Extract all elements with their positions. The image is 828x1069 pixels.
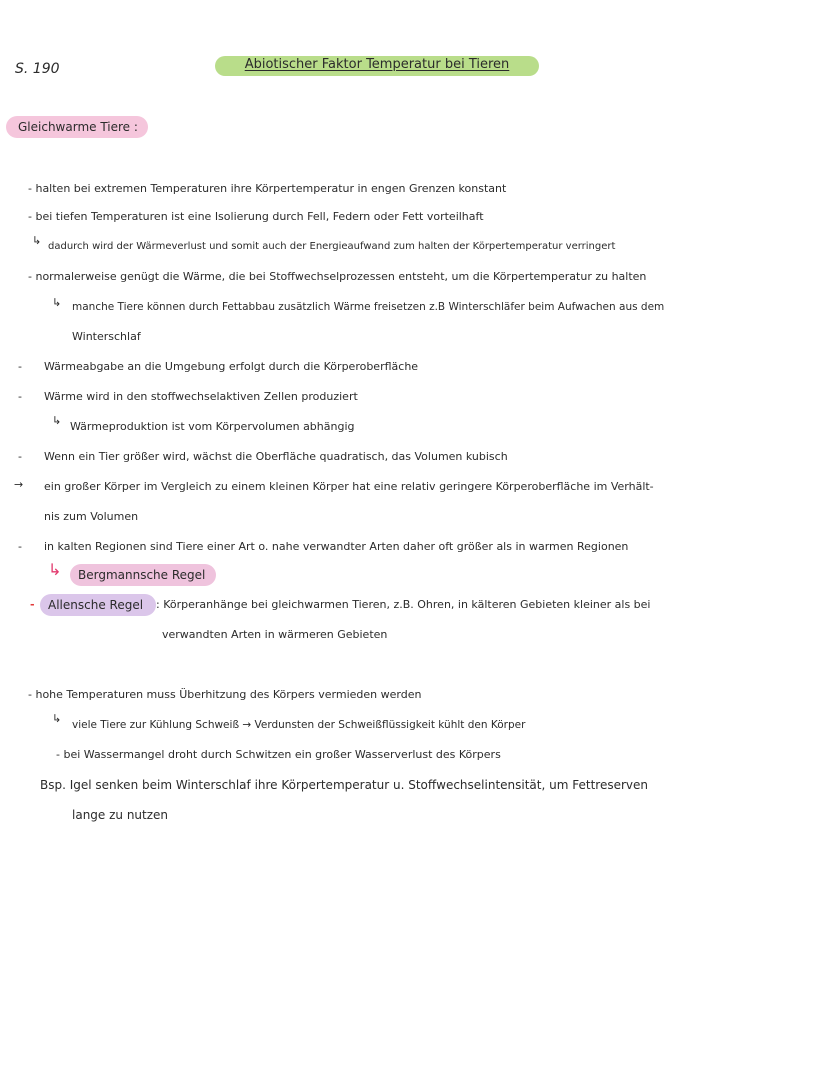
note-line: nis zum Volumen	[44, 510, 139, 523]
note-line: Bsp. Igel senken beim Winterschlaf ihre Körpertemperatur u. Stoffwechselintensität, um Fettreserven	[40, 778, 648, 792]
dash-marker: -	[18, 390, 22, 403]
sub-arrow-icon: ↳	[52, 414, 62, 427]
dash-marker: -	[18, 540, 22, 553]
sub-arrow-icon: ↳	[52, 712, 62, 725]
note-line: - halten bei extremen Temperaturen ihre Körpertemperatur in engen Grenzen konstant	[28, 182, 507, 195]
section-heading: Gleichwarme Tiere :	[18, 120, 138, 134]
note-line: : Körperanhänge bei gleichwarmen Tieren, z.B. Ohren, in kälteren Gebieten kleiner als bei	[156, 598, 651, 611]
note-line: dadurch wird der Wärmeverlust und somit auch der Energieaufwand zum halten der Körpertemperatur verringert	[48, 241, 616, 252]
note-line: - normalerweise genügt die Wärme, die bei Stoffwechselprozessen entsteht, um die Körpertemperatur zu halten	[28, 270, 647, 283]
dash-marker: -	[18, 450, 22, 463]
note-line: Winterschlaf	[72, 330, 141, 343]
bergmann-rule: Bergmannsche Regel	[78, 568, 206, 582]
dash-marker: -	[30, 598, 35, 611]
note-line: ein großer Körper im Vergleich zu einem kleinen Körper hat eine relativ geringere Körperoberfläche im Verhält-	[44, 480, 654, 493]
note-line: Wenn ein Tier größer wird, wächst die Oberfläche quadratisch, das Volumen kubisch	[44, 450, 508, 463]
note-line: lange zu nutzen	[72, 808, 169, 822]
sub-arrow-icon: ↳	[48, 560, 62, 579]
note-line: Wärme wird in den stoffwechselaktiven Zellen produziert	[44, 390, 358, 403]
dash-marker: -	[18, 360, 22, 373]
note-line: in kalten Regionen sind Tiere einer Art o. nahe verwandter Arten daher oft größer als in warmen Regionen	[44, 540, 629, 553]
allen-rule-label: Allensche Regel	[48, 598, 144, 612]
note-line: Wärmeabgabe an die Umgebung erfolgt durch die Körperoberfläche	[44, 360, 419, 373]
note-line: viele Tiere zur Kühlung Schweiß → Verdunsten der Schweißflüssigkeit kühlt den Körper	[72, 719, 526, 731]
note-line: - bei Wassermangel droht durch Schwitzen ein großer Wasserverlust des Körpers	[56, 748, 501, 761]
note-line: verwandten Arten in wärmeren Gebieten	[162, 628, 388, 641]
note-line: - hohe Temperaturen muss Überhitzung des Körpers vermieden werden	[28, 688, 422, 701]
page-title: Abiotischer Faktor Temperatur bei Tieren	[244, 57, 510, 72]
note-line: manche Tiere können durch Fettabbau zusätzlich Wärme freisetzen z.B Winterschläfer beim Aufwachen aus dem	[72, 301, 665, 313]
note-line: Wärmeproduktion ist vom Körpervolumen abhängig	[70, 420, 355, 433]
sub-arrow-icon: ↳	[52, 296, 62, 309]
right-arrow-icon: →	[14, 478, 24, 491]
note-line: - bei tiefen Temperaturen ist eine Isolierung durch Fell, Federn oder Fett vorteilhaft	[28, 210, 484, 223]
page-reference: S. 190	[15, 61, 60, 77]
sub-arrow-icon: ↳	[32, 234, 42, 247]
